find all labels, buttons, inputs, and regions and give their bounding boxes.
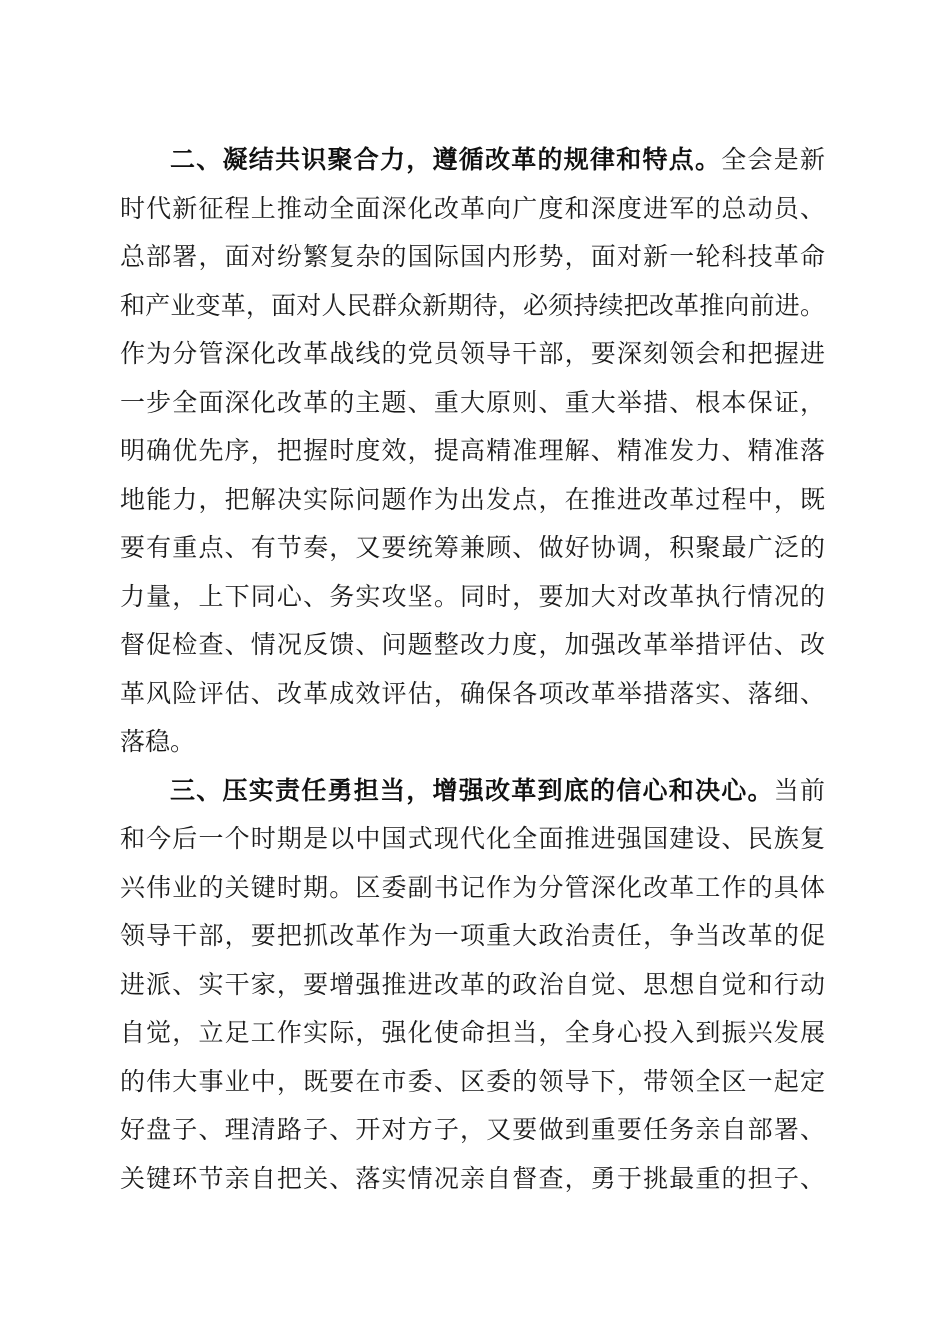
paragraph-line: 作为分管深化改革战线的党员领导干部，要深刻领会和把握进 [120,339,825,368]
paragraph-line: 和今后一个时期是以中国式现代化全面推进强国建设、民族复 [120,824,825,853]
paragraph-line: 革风险评估、改革成效评估，确保各项改革举措落实、落细、 [120,678,825,708]
paragraph-line: 和产业变革，面对人民群众新期待，必须持续把改革推向前进。 [120,290,825,320]
paragraph-line: 好盘子、理清路子、开对方子，又要做到重要任务亲自部署、 [120,1115,825,1144]
paragraph-line: 力量，上下同心、务实攻坚。同时，要加大对改革执行情况的 [120,581,825,611]
section-heading: 三、压实责任勇担当，增强改革到底的信心和决心。 [170,775,774,805]
paragraph-line: 落稳。 [120,727,196,756]
paragraph-line: 一步全面深化改革的主题、重大原则、重大举措、根本保证， [120,387,825,417]
section-heading: 二、凝结共识聚合力，遵循改革的规律和特点。 [170,145,722,174]
paragraph-first-line [120,767,825,816]
paragraph-line: 关键环节亲自把关、落实情况亲自督查，勇于挑最重的担子、 [120,1163,825,1193]
paragraph-line: 地能力，把解决实际问题作为出发点，在推进改革过程中，既 [120,484,825,514]
paragraph-line: 自觉，立足工作实际，强化使命担当，全身心投入到振兴发展 [120,1018,825,1047]
paragraph-text: 全会是新 [721,145,825,174]
paragraph-line: 总部署，面对纷繁复杂的国际国内形势，面对新一轮科技革命 [120,242,825,271]
paragraph-line: 领导干部，要把抓改革作为一项重大政治责任，争当改革的促 [120,921,825,950]
paragraph-line: 要有重点、有节奏，又要统筹兼顾、做好协调，积聚最广泛的 [120,533,825,562]
paragraph-line: 督促检查、情况反馈、问题整改力度，加强改革举措评估、改 [120,630,825,659]
document-body [120,136,825,1203]
paragraph-text: 当前 [773,775,825,805]
paragraph-line: 进派、实干家，要增强推进改革的政治自觉、思想自觉和行动 [120,969,825,999]
paragraph-line: 的伟大事业中，既要在市委、区委的领导下，带领全区一起定 [120,1066,825,1096]
paragraph-first-line [120,136,825,185]
paragraph-line: 明确优先序，把握时度效，提高精准理解、精准发力、精准落 [120,436,825,465]
paragraph-line: 兴伟业的关键时期。区委副书记作为分管深化改革工作的具体 [120,872,825,902]
paragraph-section-3 [120,767,825,1204]
paragraph-line: 时代新征程上推动全面深化改革向广度和深度进军的总动员、 [120,193,825,223]
paragraph-section-2 [120,136,825,767]
